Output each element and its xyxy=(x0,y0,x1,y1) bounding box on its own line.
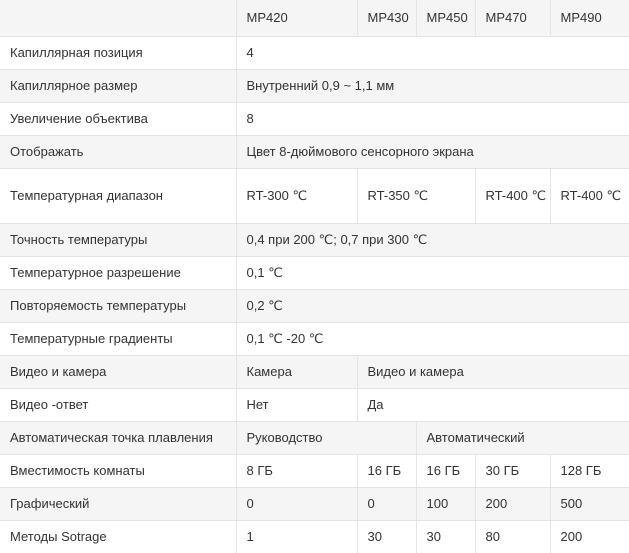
header-cell-mp470: MP470 xyxy=(475,0,550,36)
row-label: Отображать xyxy=(0,135,236,168)
table-cell: 80 xyxy=(475,520,550,553)
table-cell: 30 xyxy=(357,520,416,553)
table-row xyxy=(0,102,629,135)
table-cell: Да xyxy=(357,388,629,421)
table-cell: 0,1 ℃ -20 ℃ xyxy=(236,322,629,355)
table-row xyxy=(0,256,629,289)
table-cell: 16 ГБ xyxy=(357,454,416,487)
table-row xyxy=(0,355,629,388)
table-cell: 0,4 при 200 ℃; 0,7 при 300 ℃ xyxy=(236,223,629,256)
table-cell: 500 xyxy=(550,487,629,520)
table-cell: 8 ГБ xyxy=(236,454,357,487)
table-cell: 4 xyxy=(236,36,629,69)
table-cell: Внутренний 0,9 ~ 1,1 мм xyxy=(236,69,629,102)
table-cell: 16 ГБ xyxy=(416,454,475,487)
table-cell: 100 xyxy=(416,487,475,520)
row-label: Капиллярная позиция xyxy=(0,36,236,69)
table-cell: RT-300 ℃ xyxy=(236,168,357,223)
header-cell-mp420: MP420 xyxy=(236,0,357,36)
table-cell: 0,2 ℃ xyxy=(236,289,629,322)
table-row xyxy=(0,421,629,454)
table-cell: 200 xyxy=(550,520,629,553)
table-row xyxy=(0,454,629,487)
table-row xyxy=(0,223,629,256)
row-label: Температурная диапазон xyxy=(0,168,236,223)
table-row xyxy=(0,289,629,322)
row-label: Точность температуры xyxy=(0,223,236,256)
table-header-row xyxy=(0,0,629,36)
table-cell: 200 xyxy=(475,487,550,520)
table-cell: Камера xyxy=(236,355,357,388)
table-row xyxy=(0,36,629,69)
table-cell: Цвет 8-дюймового сенсорного экрана xyxy=(236,135,629,168)
header-cell-empty xyxy=(0,0,236,36)
row-label: Видео -ответ xyxy=(0,388,236,421)
table-cell: 128 ГБ xyxy=(550,454,629,487)
table-cell: 0 xyxy=(357,487,416,520)
header-cell-mp490: MP490 xyxy=(550,0,629,36)
table-cell: 30 xyxy=(416,520,475,553)
table-row xyxy=(0,69,629,102)
row-label: Капиллярное размер xyxy=(0,69,236,102)
table-cell: 1 xyxy=(236,520,357,553)
table-row xyxy=(0,388,629,421)
row-label: Графический xyxy=(0,487,236,520)
header-cell-mp430: MP430 xyxy=(357,0,416,36)
row-label: Увеличение объектива xyxy=(0,102,236,135)
table-cell: Автоматический xyxy=(416,421,629,454)
table-cell: RT-400 ℃ xyxy=(550,168,629,223)
table-cell: Видео и камера xyxy=(357,355,629,388)
table-row xyxy=(0,168,629,223)
table-cell: 30 ГБ xyxy=(475,454,550,487)
row-label: Температурное разрешение xyxy=(0,256,236,289)
table-cell: RT-400 ℃ xyxy=(475,168,550,223)
row-label: Видео и камера xyxy=(0,355,236,388)
row-label: Повторяемость температуры xyxy=(0,289,236,322)
row-label: Температурные градиенты xyxy=(0,322,236,355)
table-cell: 8 xyxy=(236,102,629,135)
table-cell: Нет xyxy=(236,388,357,421)
header-cell-mp450: MP450 xyxy=(416,0,475,36)
table-row xyxy=(0,487,629,520)
table-cell: 0,1 ℃ xyxy=(236,256,629,289)
table-row xyxy=(0,322,629,355)
table-cell: 0 xyxy=(236,487,357,520)
row-label: Вместимость комнаты xyxy=(0,454,236,487)
table-cell: RT-350 ℃ xyxy=(357,168,475,223)
table-row xyxy=(0,135,629,168)
row-label: Автоматическая точка плавления xyxy=(0,421,236,454)
table-cell: Руководство xyxy=(236,421,416,454)
table-row xyxy=(0,520,629,553)
row-label: Методы Sotrage xyxy=(0,520,236,553)
